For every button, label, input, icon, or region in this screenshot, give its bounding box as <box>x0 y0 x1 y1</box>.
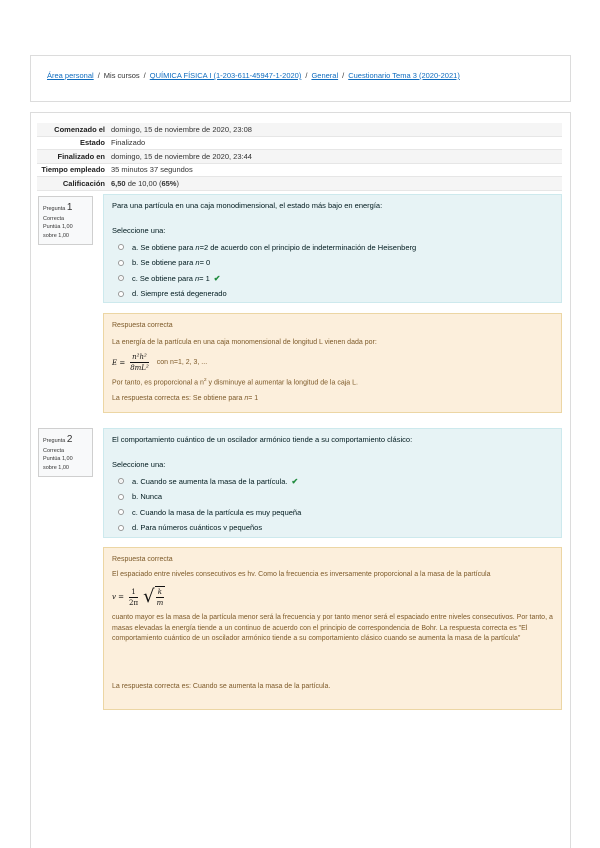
formula-numerator: n²h² <box>130 352 149 363</box>
radicand-numerator: k <box>156 587 164 598</box>
radio-button[interactable] <box>118 244 124 250</box>
question-1-feedback <box>103 313 562 413</box>
formula-denominator: 8mL² <box>130 364 149 373</box>
option-label: c. Se obtiene para n= 1 <box>132 273 210 283</box>
answer-option-a[interactable] <box>112 474 553 490</box>
summary-value: domingo, 15 de noviembre de 2020, 23:08 <box>111 124 252 134</box>
answer-option-d[interactable] <box>112 520 553 536</box>
feedback-explanation: cuanto mayor es la masa de la partícula menor será la frecuencia y por tanto menor será el espaciado entre niveles consecutivos. Por tanto, a masas elevadas la energía tiende a un continuo de acuerdo con el principio de correspondencia de Bohr. La respuesta correcta es "El comportamiento cuántico de un oscilador armónico tiende a su comportamiento clásico cuando se aumenta la masa de la partícula" <box>112 614 553 642</box>
table-row <box>37 177 562 191</box>
breadcrumb-separator: / <box>97 71 100 80</box>
sqrt-symbol: √ <box>143 586 155 608</box>
answer-option-c[interactable] <box>112 505 553 521</box>
summary-label: Finalizado en <box>57 151 105 161</box>
select-prompt: Seleccione una: <box>112 225 166 235</box>
energy-formula <box>112 352 553 373</box>
answer-option-c[interactable] <box>112 271 553 287</box>
question-2-formulation <box>103 428 562 538</box>
formula-lhs: v = <box>112 593 125 602</box>
grade-score: 6,50 <box>111 178 126 188</box>
attempt-summary-table <box>37 123 562 191</box>
feedback-text: El espaciado entre niveles consecutivos es hv. Como la frecuencia es inversamente proporcional a la masa de la partícula <box>112 571 491 579</box>
option-label: b. Se obtiene para n= 0 <box>132 258 211 268</box>
radio-button[interactable] <box>118 291 124 297</box>
radio-button[interactable] <box>118 509 124 515</box>
question-mark: Puntúa 1,00 <box>43 224 73 231</box>
option-label: a. Cuando se aumenta la masa de la partícula. <box>132 476 288 486</box>
breadcrumb-quiz-link[interactable]: Cuestionario Tema 3 (2020-2021) <box>348 71 460 80</box>
summary-value: 35 minutos 37 segundos <box>111 165 193 175</box>
radio-button-selected[interactable] <box>118 478 124 484</box>
answer-option-a[interactable] <box>112 240 553 256</box>
question-1-formulation <box>103 194 562 303</box>
radio-button[interactable] <box>118 260 124 266</box>
question-1-info <box>38 196 93 245</box>
question-max: sobre 1,00 <box>43 232 69 239</box>
formula-lhs: E = <box>112 358 126 367</box>
formula-radicand <box>155 586 166 608</box>
radio-button[interactable] <box>118 525 124 531</box>
formula-fraction <box>127 587 140 608</box>
summary-label: Comenzado el <box>54 124 105 134</box>
frequency-formula <box>112 584 553 610</box>
radicand-denominator: m <box>156 599 164 608</box>
answer-option-b[interactable] <box>112 255 553 271</box>
summary-label: Estado <box>79 138 105 148</box>
question-number-value: 2 <box>66 434 73 445</box>
question-state: Correcta <box>43 216 65 222</box>
option-label: a. Se obtiene para n=2 de acuerdo con el principio de indeterminación de Heisenberg <box>132 242 417 252</box>
breadcrumb-home-link[interactable]: Área personal <box>47 71 94 80</box>
question-number <box>43 200 88 215</box>
grade-percent: 65% <box>161 178 177 188</box>
feedback-title: Respuesta correcta <box>112 556 173 563</box>
breadcrumb-separator: / <box>305 71 308 80</box>
feedback-title: Respuesta correcta <box>112 322 173 329</box>
option-label: c. Cuando la masa de la partícula es muy pequeña <box>132 507 302 517</box>
breadcrumb-separator: / <box>342 71 345 80</box>
question-mark: Puntúa 1,00 <box>43 456 73 463</box>
answer-option-b[interactable] <box>112 489 553 505</box>
question-label: Pregunta <box>43 438 66 444</box>
question-number-value: 1 <box>66 202 73 213</box>
answer-option-d[interactable] <box>112 286 553 302</box>
question-label: Pregunta <box>43 206 66 212</box>
summary-label: Tiempo empleado <box>41 165 105 175</box>
radio-button-selected[interactable] <box>118 275 124 281</box>
breadcrumb-container <box>30 55 571 102</box>
grade-value <box>111 179 179 188</box>
question-text: El comportamiento cuántico de un oscilador armónico tiende a su comportamiento clásico: <box>112 435 413 444</box>
formula-tail: con n=1, 2, 3, ... <box>156 358 208 366</box>
option-label: b. Nunca <box>132 492 163 502</box>
summary-label: Calificación <box>62 178 105 188</box>
table-row <box>37 137 562 151</box>
question-max: sobre 1,00 <box>43 464 69 471</box>
formula-fraction <box>128 352 151 373</box>
feedback-explanation: Por tanto, es proporcional a $n^2$ y disminuye al aumentar la longitud de la caja L. <box>112 377 358 386</box>
summary-value: Finalizado <box>111 138 146 148</box>
question-number <box>43 432 88 447</box>
option-label: d. Siempre está degenerado <box>132 289 227 299</box>
question-2-info <box>38 428 93 477</box>
question-text: Para una partícula en una caja monodimensional, el estado más bajo en energía: <box>112 201 383 210</box>
select-prompt: Seleccione una: <box>112 459 166 469</box>
correct-check-icon: ✔ <box>291 476 299 486</box>
breadcrumb-general-link[interactable]: General <box>311 71 339 80</box>
feedback-text: La energía de la partícula en una caja monomensional de longitud L vienen dada por: <box>112 339 377 347</box>
radio-button[interactable] <box>118 494 124 500</box>
question-state: Correcta <box>43 448 65 454</box>
breadcrumb-course-link[interactable]: QUÍMICA FÍSICA I (1-203-611-45947-1-2020) <box>149 71 302 80</box>
question-2-feedback <box>103 547 562 710</box>
table-row <box>37 123 562 137</box>
formula-numerator: 1 <box>129 587 137 598</box>
table-row <box>37 150 562 164</box>
grade-mid: de 10,00 ( <box>125 178 162 188</box>
correct-answer: La respuesta correcta es: Se obtiene para n= 1 <box>112 395 259 403</box>
breadcrumb <box>47 71 460 80</box>
breadcrumb-my-courses: Mis cursos <box>103 71 140 80</box>
correct-check-icon: ✔ <box>213 273 221 283</box>
breadcrumb-separator: / <box>143 71 146 80</box>
correct-answer: La respuesta correcta es: Cuando se aumenta la masa de la partícula. <box>112 682 331 690</box>
option-label: d. Para números cuánticos v pequeños <box>132 523 263 533</box>
grade-end: ) <box>176 178 179 188</box>
table-row <box>37 164 562 178</box>
formula-denominator: 2π <box>129 598 139 607</box>
summary-value: domingo, 15 de noviembre de 2020, 23:44 <box>111 151 252 161</box>
